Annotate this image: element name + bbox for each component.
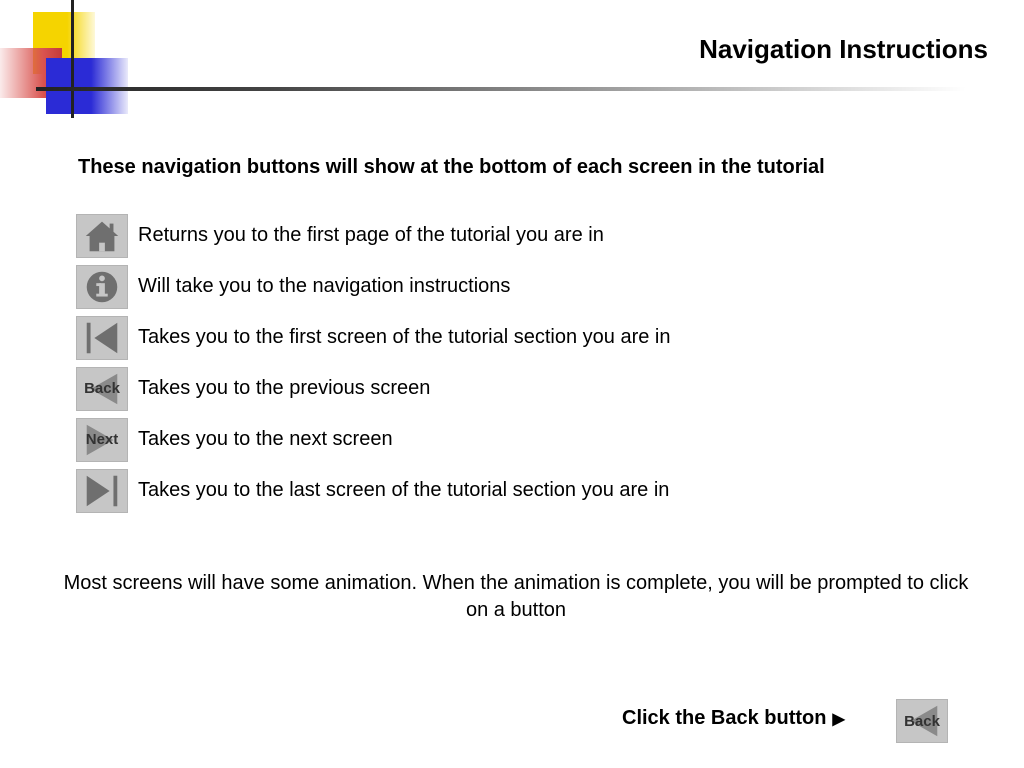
next-button[interactable] — [76, 418, 128, 462]
legend-label: Returns you to the first page of the tutorial you are in — [138, 224, 604, 246]
info-button[interactable] — [76, 265, 128, 309]
footer-back-button-label: Back — [904, 712, 940, 730]
last-screen-button[interactable] — [76, 469, 128, 513]
logo-vertical-line — [71, 0, 74, 118]
legend-row-next — [76, 414, 976, 465]
page-title: Navigation Instructions — [699, 34, 988, 64]
info-icon — [77, 266, 127, 308]
back-button-label: Back — [84, 380, 120, 397]
legend-label: Takes you to the next screen — [138, 428, 393, 450]
animation-note: Most screens will have some animation. When the animation is complete, you will be prompted to click on a button — [63, 572, 969, 621]
legend-row-last-screen — [76, 465, 976, 516]
caret-right-icon: ▶ — [832, 710, 845, 728]
logo-blue-square — [46, 58, 128, 114]
legend-label: Takes you to the previous screen — [138, 377, 431, 399]
next-button-label: Next — [85, 431, 119, 448]
footer-back-button[interactable] — [896, 699, 948, 743]
first-screen-button[interactable] — [76, 316, 128, 360]
back-button[interactable] — [76, 367, 128, 411]
header-divider — [36, 87, 966, 91]
last-screen-icon — [77, 470, 127, 512]
back-prompt — [622, 707, 845, 730]
intro-heading: These navigation buttons will show at the bottom of each screen in the tutorial — [78, 156, 825, 178]
nav-button-legend — [76, 210, 976, 516]
legend-row-back — [76, 363, 976, 414]
legend-row-info — [76, 261, 976, 312]
home-button[interactable] — [76, 214, 128, 258]
legend-label: Takes you to the first screen of the tutorial section you are in — [138, 326, 671, 348]
legend-label: Takes you to the last screen of the tutorial section you are in — [138, 479, 670, 501]
first-screen-icon — [77, 317, 127, 359]
legend-row-home — [76, 210, 976, 261]
logo — [0, 0, 140, 120]
legend-row-first-screen — [76, 312, 976, 363]
legend-label: Will take you to the navigation instructions — [138, 275, 511, 297]
home-icon — [77, 215, 127, 257]
back-prompt-text: Click the Back button — [622, 707, 827, 729]
